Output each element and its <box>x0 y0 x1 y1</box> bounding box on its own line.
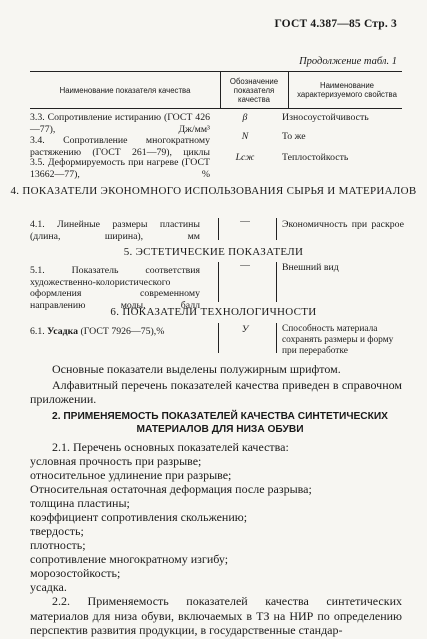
p21-intro: 2.1. Перечень основных показателей качества: <box>52 440 289 454</box>
p21-list <box>30 454 402 594</box>
list-item: усадка. <box>30 580 67 594</box>
row-symbol: — <box>240 216 250 227</box>
list-item: плотность; <box>30 538 86 552</box>
list-item: морозостойкость; <box>30 566 121 580</box>
row-property: Износоустойчивость <box>282 112 369 123</box>
row-property: Теплостойкость <box>282 152 349 163</box>
row-symbol: Lсж <box>235 152 255 163</box>
page-header: ГОСТ 4.387—85 Стр. 3 <box>274 18 397 30</box>
row-name: 5.1. Показатель соответствия художественно-колористического оформления современному направлению моды, балл <box>30 265 200 311</box>
row-name: 3.5. Деформируемость при нагреве (ГОСТ 13662—77), % <box>30 157 210 180</box>
list-item: коэффициент сопротивления скольжению; <box>30 510 248 524</box>
table-header <box>30 71 402 109</box>
row-property: То же <box>282 131 306 142</box>
table-header-col2: Обозначение показателя качества <box>229 76 279 104</box>
row-symbol: У <box>241 324 249 335</box>
list-item: сопротивление многократному изгибу; <box>30 552 229 566</box>
section-heading-5: 5. ЭСТЕТИЧЕСКИЕ ПОКАЗАТЕЛИ <box>123 246 304 258</box>
row-name: 3.3. Сопротивление истиранию (ГОСТ 426—77), Дж/мм³ <box>30 112 210 135</box>
section-heading-4: 4. ПОКАЗАТЕЛИ ЭКОНОМНОГО ИСПОЛЬЗОВАНИЯ СЫРЬЯ И МАТЕРИАЛОВ <box>10 185 417 197</box>
row-number: 6.1. <box>30 326 45 337</box>
note-bold: Основные показатели выделены полужирным шрифтом. <box>52 362 341 376</box>
list-item: относительное удлинение при разрыве; <box>30 468 232 482</box>
continuation-note: Продолжение табл. 1 <box>299 56 397 67</box>
table-header-col1: Наименование показателя качества <box>59 85 191 95</box>
table-header-col3: Наименование характеризуемого свойства <box>297 81 397 99</box>
list-item: твердость; <box>30 524 84 538</box>
list-item: толщина пластины; <box>30 496 130 510</box>
note-appendix: Алфавитный перечень показателей качества приведен в справочном приложении. <box>30 378 402 406</box>
row-symbol: — <box>240 260 250 271</box>
p22: 2.2. Применяемость показателей качества синтетических материалов для низа обуви, включаемых в ТЗ на НИР по определению перспектив развития продукции, в государственные стандар- <box>30 594 402 637</box>
row-property: Экономичность при раскрое <box>282 219 404 230</box>
row-name: 3.4. Сопротивление многократному растяжению (ГОСТ 261—79), циклы <box>30 135 210 158</box>
row-symbol: β <box>242 112 248 123</box>
row-name-bold: Усадка <box>47 326 79 337</box>
section-heading-6: 6. ПОКАЗАТЕЛИ ТЕХНОЛОГИЧНОСТИ <box>110 306 317 318</box>
row-property: Способность материала сохранять размеры и форму при переработке <box>282 324 394 356</box>
row-name-rest: (ГОСТ 7926—75),% <box>80 326 165 337</box>
row-name <box>30 326 210 338</box>
row-name: 4.1. Линейные размеры пластины (длина, ширина), мм <box>30 219 200 242</box>
section-2-title: 2. ПРИМЕНЯЕМОСТЬ ПОКАЗАТЕЛЕЙ КАЧЕСТВА СИНТЕТИЧЕСКИХ МАТЕРИАЛОВ ДЛЯ НИЗА ОБУВИ <box>52 411 388 435</box>
list-item: Относительная остаточная деформация после разрыва; <box>30 482 312 496</box>
row-property: Внешний вид <box>282 262 339 273</box>
list-item: условная прочность при разрыве; <box>30 454 202 468</box>
row-symbol: N <box>241 131 249 142</box>
